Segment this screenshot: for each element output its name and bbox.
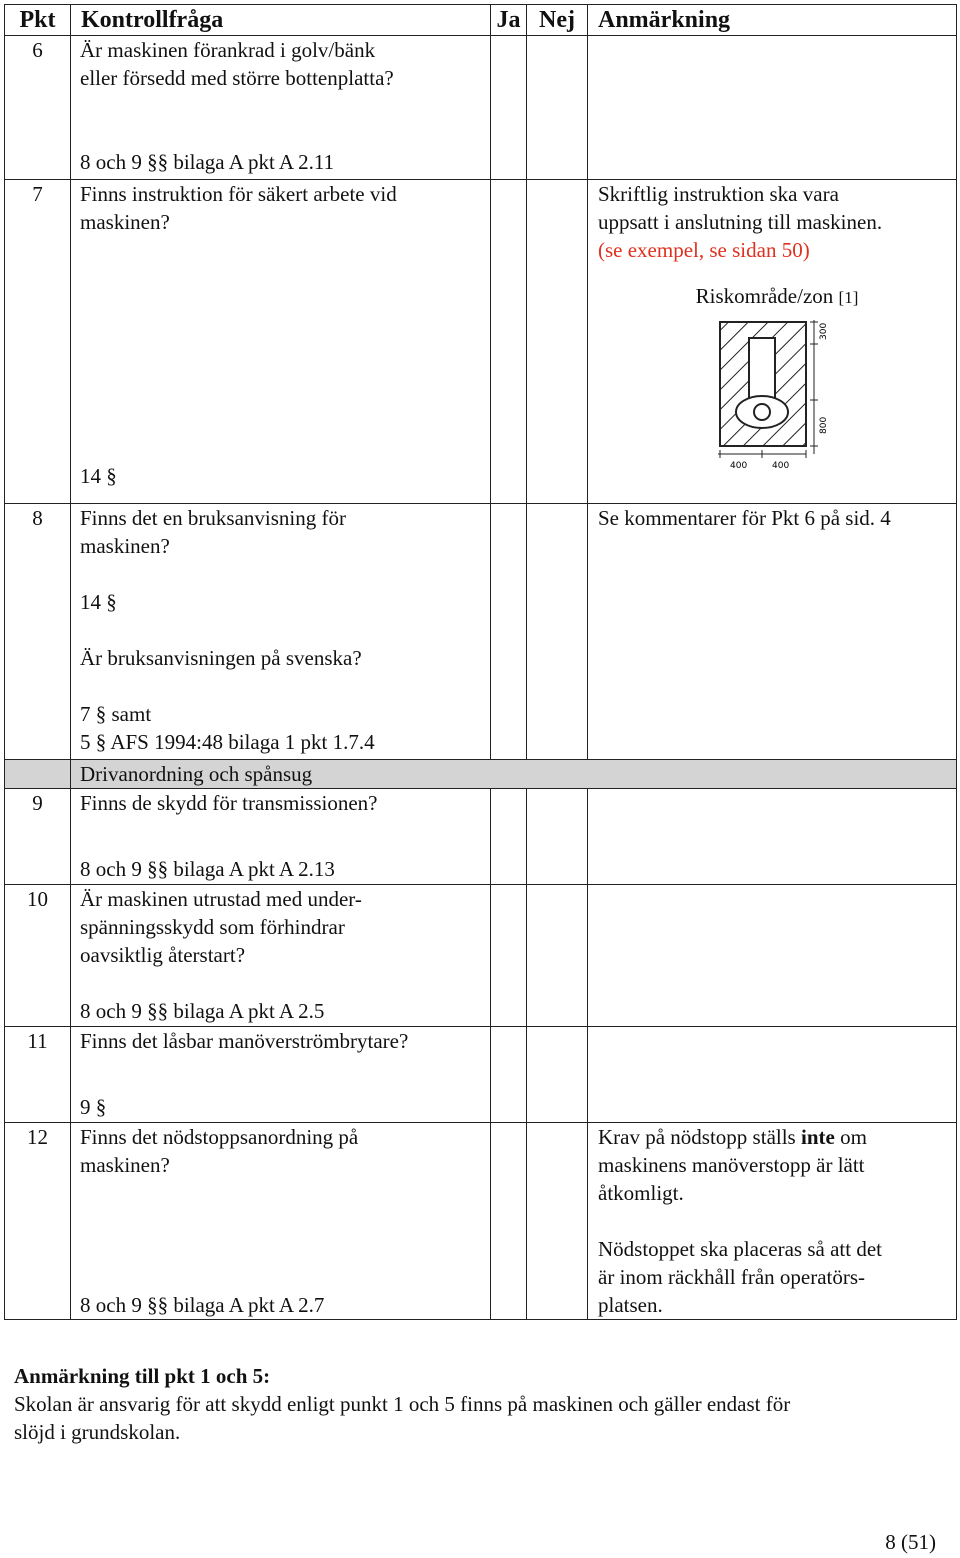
table-row [5,1123,957,1320]
nej-checkbox-cell[interactable] [527,1027,588,1123]
dimension-label: 400 [772,461,790,471]
row-number: 7 [5,180,71,504]
remark-cell [588,789,957,885]
ja-checkbox-cell[interactable] [491,180,527,504]
dimension-label: 800 [819,416,829,434]
header-row [5,5,957,36]
remark-cell [588,1027,957,1123]
note-text: Skolan är ansvarig för att skydd enligt punkt 1 och 5 finns på maskinen och gäller endast för [14,1392,791,1416]
remark-cell [588,36,957,180]
question-text: maskinen? [80,534,170,558]
reference-text: 5 § AFS 1994:48 bilaga 1 pkt 1.7.4 [80,730,375,754]
footer-note [14,1362,944,1446]
header-remark: Anmärkning [588,5,957,36]
remark-emphasis: inte [800,1125,835,1149]
nej-checkbox-cell[interactable] [527,180,588,504]
header-ja: Ja [491,5,527,36]
remark-text: åtkomligt. [598,1181,684,1205]
remark-cell [588,180,957,504]
nej-checkbox-cell[interactable] [527,1123,588,1320]
question-cell [71,1123,491,1320]
reference-text: 8 och 9 §§ bilaga A pkt A 2.7 [80,1293,325,1317]
remark-cell [588,1123,957,1320]
reference-text: 8 och 9 §§ bilaga A pkt A 2.13 [80,857,335,881]
question-cell [71,885,491,1027]
question-text: Är maskinen utrustad med under- [80,887,362,911]
row-number: 12 [5,1123,71,1320]
row-number: 9 [5,789,71,885]
reference-text: 8 och 9 §§ bilaga A pkt A 2.11 [80,150,335,174]
question-text: Finns instruktion för säkert arbete vid [80,182,397,206]
nej-checkbox-cell[interactable] [527,885,588,1027]
question-text: oavsiktlig återstart? [80,943,246,967]
question-text: Finns de skydd för transmissionen? [80,791,378,815]
row-number: 6 [5,36,71,180]
remark-cell [588,885,957,1027]
header-nej: Nej [527,5,588,36]
table-row [5,1027,957,1123]
row-number: 10 [5,885,71,1027]
page-number: 8 (51) [885,1530,936,1554]
remark-text-part: om [834,1125,867,1149]
question-text: Är bruksanvisningen på svenska? [80,646,362,670]
row-number: 11 [5,1027,71,1123]
table-row [5,504,957,760]
remark-text: platsen. [598,1293,663,1317]
question-text: Finns det en bruksanvisning för [80,506,346,530]
row-number: 8 [5,504,71,760]
question-text: Finns det låsbar manöverströmbrytare? [80,1029,409,1053]
risk-zone-ref: [1] [838,288,859,307]
ja-checkbox-cell[interactable] [491,789,527,885]
dimension-label: 300 [819,322,829,340]
checklist-table [4,4,957,1320]
risk-zone-diagram [714,316,844,476]
reference-text: 8 och 9 §§ bilaga A pkt A 2.5 [80,999,325,1023]
ja-checkbox-cell[interactable] [491,504,527,760]
nej-checkbox-cell[interactable] [527,789,588,885]
risk-zone-caption [598,282,956,312]
remark-text: är inom räckhåll från operatörs- [598,1265,866,1289]
section-header-row [5,760,957,789]
reference-text: 9 § [80,1095,107,1119]
remark-text: Skriftlig instruktion ska vara [598,182,839,206]
question-cell [71,180,491,504]
question-text: spänningsskydd som förhindrar [80,915,345,939]
remark-text [598,1123,956,1151]
reference-text: 14 § [80,590,117,614]
risk-zone-title: Riskområde/zon [695,284,834,308]
question-cell [71,789,491,885]
ja-checkbox-cell[interactable] [491,1123,527,1320]
remark-text: Se kommentarer för Pkt 6 på sid. 4 [598,506,891,530]
header-question: Kontrollfråga [71,5,491,36]
dimension-label: 400 [730,461,748,471]
ja-checkbox-cell[interactable] [491,1027,527,1123]
question-cell [71,504,491,760]
question-cell [71,1027,491,1123]
question-cell [71,36,491,180]
table-row [5,885,957,1027]
remark-text: uppsatt i anslutning till maskinen. [598,210,883,234]
remark-link-text[interactable]: (se exempel, se sidan 50) [598,238,810,262]
remark-text: maskinens manöverstopp är lätt [598,1153,865,1177]
question-text: maskinen? [80,210,170,234]
remark-cell [588,504,957,760]
note-text: slöjd i grundskolan. [14,1420,181,1444]
question-text: eller försedd med större bottenplatta? [80,66,394,90]
header-pkt: Pkt [5,5,71,36]
ja-checkbox-cell[interactable] [491,36,527,180]
table-row [5,789,957,885]
nej-checkbox-cell[interactable] [527,36,588,180]
question-text: Är maskinen förankrad i golv/bänk [80,38,376,62]
remark-text: Nödstoppet ska placeras så att det [598,1237,882,1261]
section-title: Drivanordning och spånsug [71,760,957,789]
table-row [5,180,957,504]
reference-text: 7 § samt [80,702,152,726]
note-heading: Anmärkning till pkt 1 och 5: [14,1364,271,1388]
remark-text-part: Krav på nödstopp ställs [598,1125,801,1149]
question-text: maskinen? [80,1153,170,1177]
section-spacer [5,760,71,789]
ja-checkbox-cell[interactable] [491,885,527,1027]
nej-checkbox-cell[interactable] [527,504,588,760]
table-row [5,36,957,180]
reference-text: 14 § [80,464,117,488]
question-text: Finns det nödstoppsanordning på [80,1125,359,1149]
